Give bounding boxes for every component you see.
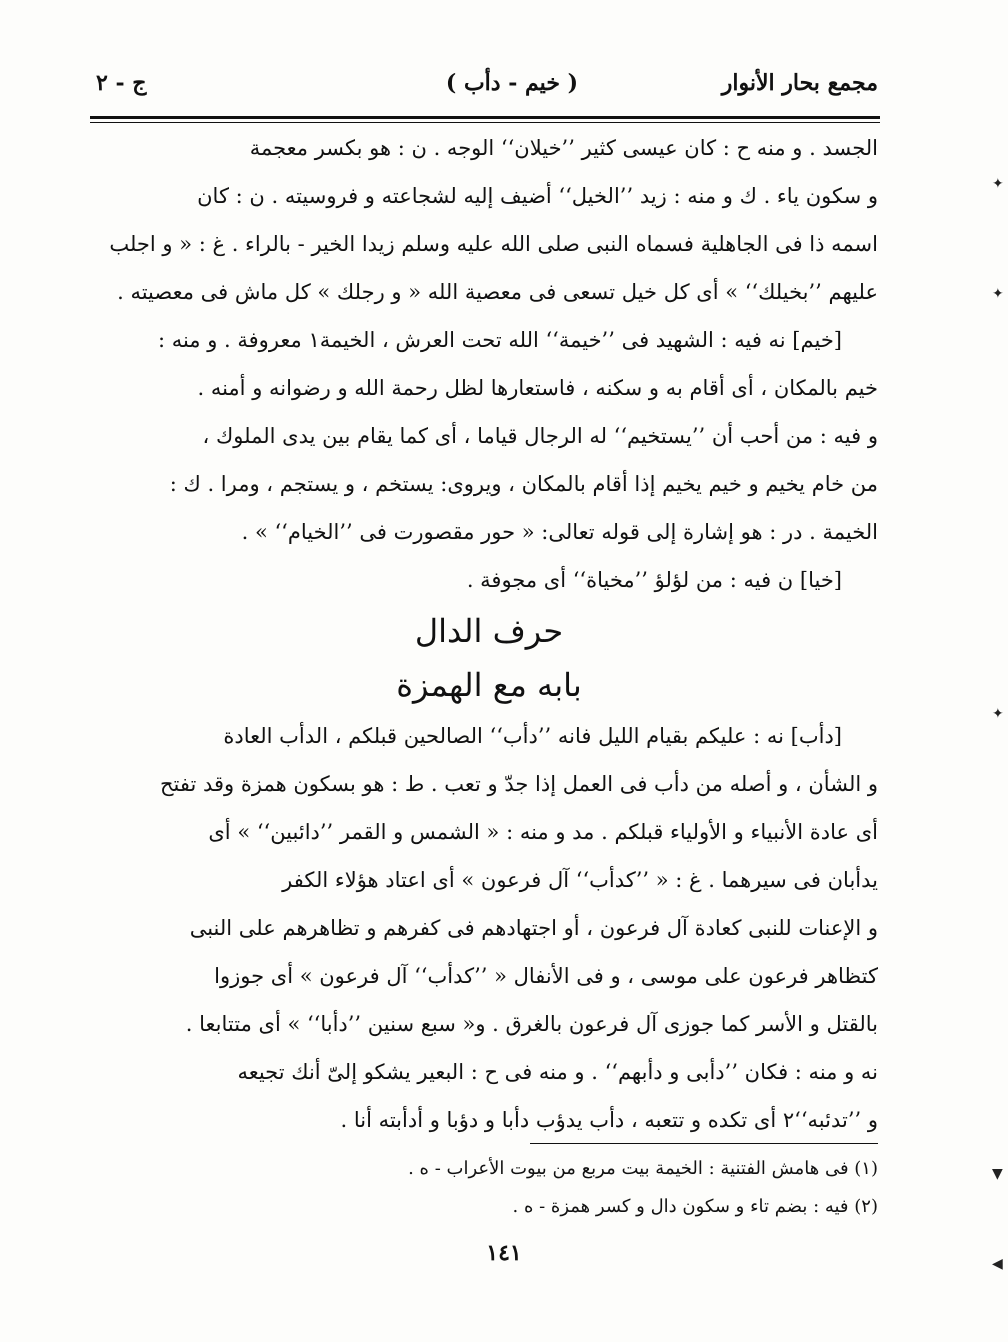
text-line: اسمه ذا فى الجاهلية فسماه النبى صلى الله عليه وسلم زيدا الخير - بالراء . غ : « و اجلب [109,232,878,256]
margin-mark-icon: ✦ [992,706,1004,722]
footnote: (١) فى هامش الفتنية : الخيمة بيت مربع من بيوت الأعراب - ه . [408,1158,878,1179]
header-rule [90,116,880,123]
main-text [100,124,878,1144]
text-line: و فيه : من أحب أن ’’يستخيم‘‘ له الرجال قياما ، أى كما يقام بين يدى الملوك ، [202,424,878,448]
entry-khaya: [خيا] ن فيه : من لؤلؤ ’’مخياة‘‘ أى مجوفة . [466,568,842,592]
text-line: خيم بالمكان ، أى أقام به و سكنه ، فاستعارها لظل رحمة الله و رضوانه و أمنه . [197,376,878,400]
footnote: (٢) فيه : بضم تاء و سكون دال و كسر همزة - ه . [512,1196,878,1217]
section-heading: حرف الدال [414,612,564,650]
chapter-heading: بابه مع الهمزة [396,666,582,704]
text-line: كتظاهر فرعون على موسى ، و فى الأنفال « ’’كدأب‘‘ آل فرعون » أى جوزوا [214,964,878,988]
text-line: و الشأن ، و أصله من دأب فى العمل إذا جدّ و تعب . ط : هو بسكون همزة وقد تفتح [159,772,878,796]
text-line: نه و منه : فكان ’’دأبى و دأبهم‘‘ . و منه فى ح : البعير يشكو إلىّ أنك تجيعه [237,1060,878,1084]
margin-mark-icon: ▼ [992,1166,1003,1182]
margin-mark-icon: ✦ [992,176,1004,192]
text-line: و الإعنات للنبى كعادة آل فرعون ، أو اجتهادهم فى كفرهم و تظاهرهم على النبى [189,916,878,940]
volume-number: ج - ٢ [96,70,147,96]
entry-range: ( خيم - دأب ) [445,70,578,96]
page-number: ١٤١ [486,1240,522,1266]
margin-mark-icon: ✦ [992,286,1004,302]
running-header [96,66,878,110]
text-line: يدأبان فى سيرهما . غ : « ’’كدأب‘‘ آل فرعون » أى اعتاد هؤلاء الكفر [282,868,878,892]
text-line: و ’’تدئبه‘‘٢ أى تكده و تتعبه ، دأب يدؤب دأبا و دؤبا و أدأبته أنا . [340,1108,878,1132]
book-title: مجمع بحار الأنوار [721,70,878,96]
text-line: الخيمة . در : هو إشارة إلى قوله تعالى: « حور مقصورت فى ’’الخيام‘‘ » . [241,520,878,544]
footnote-rule [530,1143,878,1144]
margin-mark-icon: ◀ [992,1256,1003,1272]
footnotes [400,1150,878,1226]
text-line: عليهم ’’بخيلك‘‘ » أى كل خيل تسعى فى معصية الله « و رجلك » كل ماش فى معصيته . [117,280,878,304]
text-line: من خام يخيم و خيم يخيم إذا أقام بالمكان ، ويروى: يستخم ، و يستجم ، ومرا . ك : [169,472,878,496]
text-line: و سكون ياء . ك و منه : زيد ’’الخيل‘‘ أضيف إليه لشجاعته و فروسيته . ن : كان [197,184,878,208]
entry-khaym-line: [خيم] نه فيه : الشهيد فى ’’خيمة‘‘ الله تحت العرش ، الخيمة١ معروفة . و منه : [157,328,842,352]
text-line: بالقتل و الأسر كما جوزى آل فرعون بالغرق . و« سبع سنين ’’دأبا‘‘ » أى متتابعا . [185,1012,878,1036]
text-line: أى عادة الأنبياء و الأولياء قبلكم . مد و منه : « الشمس و القمر ’’دائبين‘‘ » أى [208,820,878,844]
text-line: الجسد . و منه ح : كان عيسى كثير ’’خيلان‘‘ الوجه . ن : هو بكسر معجمة [249,136,878,160]
entry-daab-line: [دأب] نه : عليكم بقيام الليل فانه ’’دأب‘‘ الصالحين قبلكم ، الدأب العادة [223,724,842,748]
